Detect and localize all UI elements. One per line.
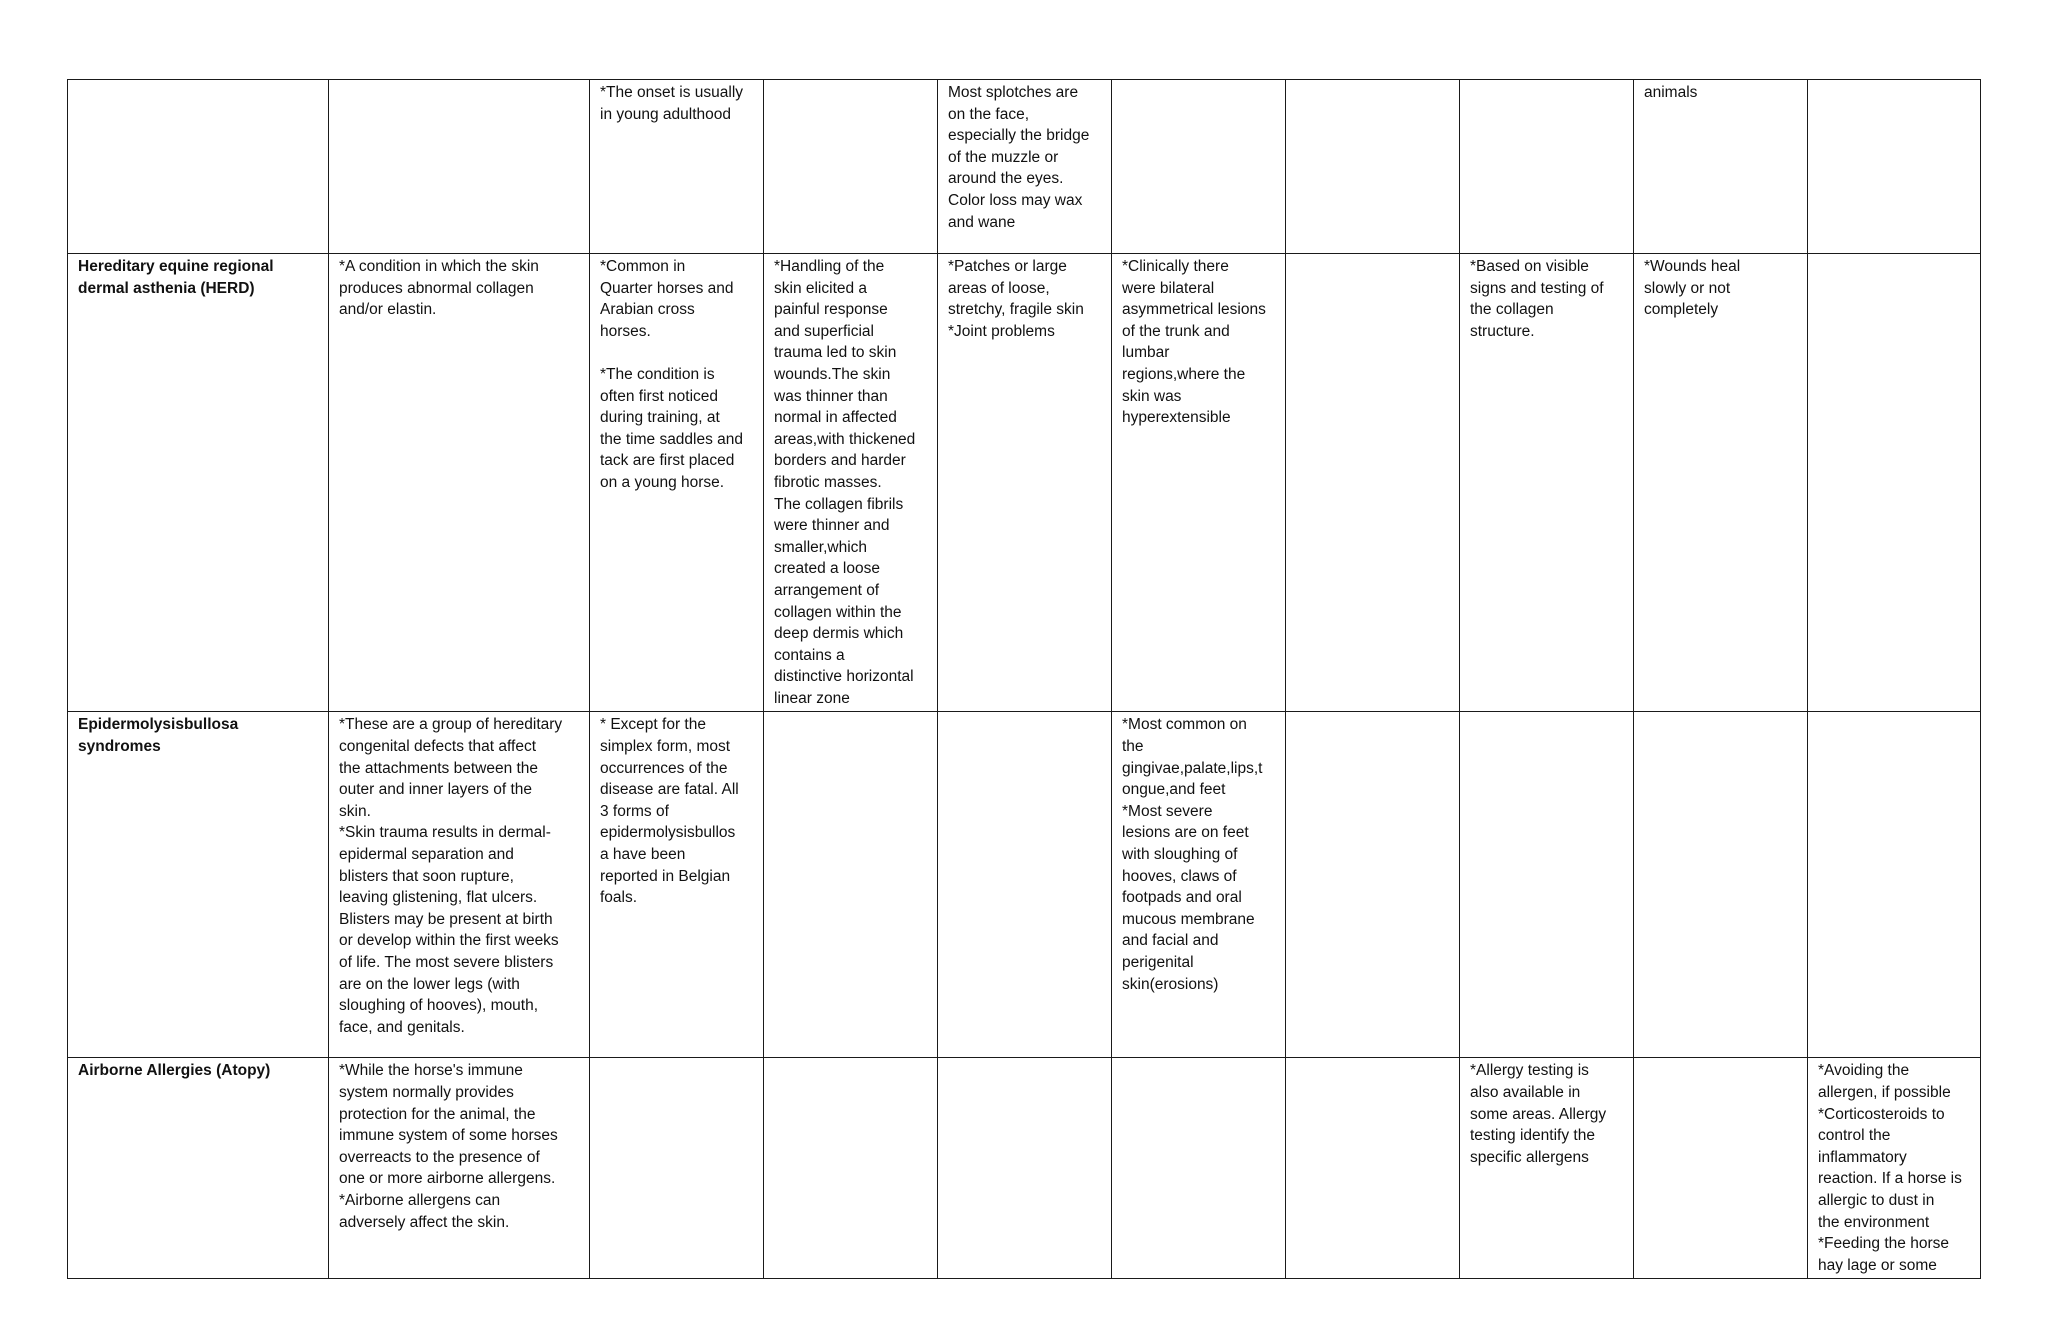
table-cell: *Avoiding the allergen, if possible *Corticosteroids to control the inflammatory reaction. If a horse is allergic to dust in the environment *Feeding the horse hay lage or some — [1808, 1058, 1981, 1279]
table-cell: *While the horse's immune system normally provides protection for the animal, the immune system of some horses overreacts to the presence of one or more airborne allergens. *Airborne allergens can adversely affect the skin. — [329, 1058, 590, 1279]
table-cell — [764, 80, 938, 254]
table-cell — [764, 712, 938, 1058]
table-cell: *Handling of the skin elicited a painful response and superficial trauma led to skin wounds.The skin was thinner than normal in affected areas,with thickened borders and harder fibrotic masses. The collagen fibrils were thinner and smaller,which created a loose arrangement of collagen within the deep dermis which contains a distinctive horizontal linear zone — [764, 254, 938, 712]
table-cell — [1634, 712, 1808, 1058]
table-cell — [1286, 80, 1460, 254]
condition-name-cell: Airborne Allergies (Atopy) — [68, 1058, 329, 1279]
table-cell — [1286, 1058, 1460, 1279]
table-cell — [1286, 712, 1460, 1058]
table-row — [68, 80, 1981, 254]
table-cell: animals — [1634, 80, 1808, 254]
table-cell: *A condition in which the skin produces abnormal collagen and/or elastin. — [329, 254, 590, 712]
table-cell — [590, 1058, 764, 1279]
table-cell — [764, 1058, 938, 1279]
table-cell — [1112, 1058, 1286, 1279]
table-cell — [938, 1058, 1112, 1279]
table-cell — [1808, 712, 1981, 1058]
condition-name-cell: Epidermolysisbullosa syndromes — [68, 712, 329, 1058]
table-cell — [329, 80, 590, 254]
table-cell: *Patches or large areas of loose, stretchy, fragile skin *Joint problems — [938, 254, 1112, 712]
table-cell — [68, 80, 329, 254]
table-cell: *Clinically there were bilateral asymmetrical lesions of the trunk and lumbar regions,where the skin was hyperextensible — [1112, 254, 1286, 712]
condition-table — [67, 79, 1981, 1279]
table-row — [68, 254, 1981, 712]
table-cell: *These are a group of hereditary congenital defects that affect the attachments between the outer and inner layers of the skin. *Skin trauma results in dermal- epidermal separation and blisters that soon rupture, leaving glistening, flat ulcers. Blisters may be present at birth or develop within the first weeks of life. The most severe blisters are on the lower legs (with sloughing of hooves), mouth, face, and genitals. — [329, 712, 590, 1058]
table-row — [68, 1058, 1981, 1279]
table-cell — [1460, 712, 1634, 1058]
table-cell — [1286, 254, 1460, 712]
table-cell: *Based on visible signs and testing of the collagen structure. — [1460, 254, 1634, 712]
table-cell: *Most common on the gingivae,palate,lips,t ongue,and feet *Most severe lesions are on feet with sloughing of hooves, claws of footpads and oral mucous membrane and facial and perigenital skin(erosions) — [1112, 712, 1286, 1058]
table-cell — [938, 712, 1112, 1058]
table-cell: *The onset is usually in young adulthood — [590, 80, 764, 254]
table-cell: * Except for the simplex form, most occurrences of the disease are fatal. All 3 forms of epidermolysisbullos a have been reported in Belgian foals. — [590, 712, 764, 1058]
table-row — [68, 712, 1981, 1058]
condition-name-cell: Hereditary equine regional dermal asthenia (HERD) — [68, 254, 329, 712]
table-cell — [1808, 254, 1981, 712]
table-cell: *Common in Quarter horses and Arabian cross horses. *The condition is often first noticed during training, at the time saddles and tack are first placed on a young horse. — [590, 254, 764, 712]
table-cell — [1634, 1058, 1808, 1279]
table-cell — [1460, 80, 1634, 254]
table-cell: *Wounds heal slowly or not completely — [1634, 254, 1808, 712]
table-cell: Most splotches are on the face, especially the bridge of the muzzle or around the eyes. Color loss may wax and wane — [938, 80, 1112, 254]
table-cell: *Allergy testing is also available in some areas. Allergy testing identify the specific allergens — [1460, 1058, 1634, 1279]
table-cell — [1112, 80, 1286, 254]
table-cell — [1808, 80, 1981, 254]
